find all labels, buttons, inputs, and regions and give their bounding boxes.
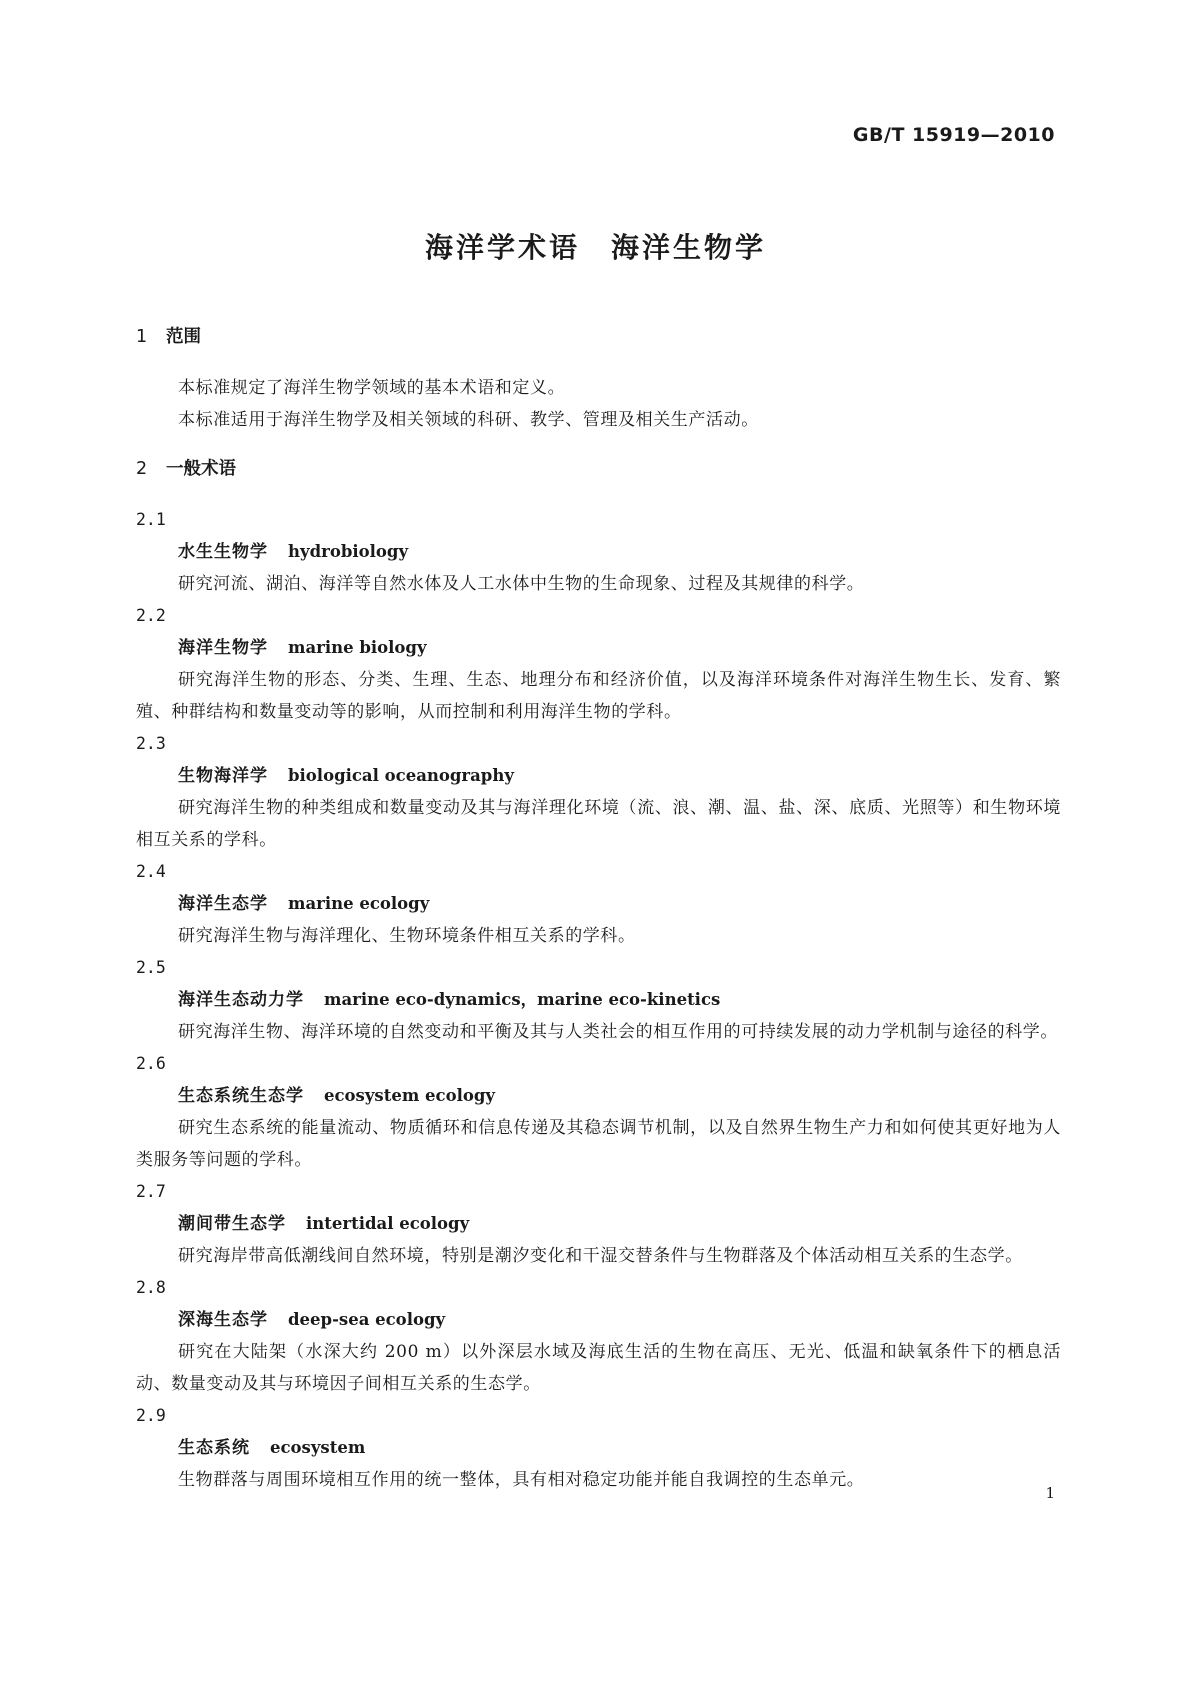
term-entry	[136, 856, 1061, 952]
section-number: 2	[136, 459, 148, 479]
term-heading	[178, 984, 1061, 1016]
term-definition: 研究海洋生物、海洋环境的自然变动和平衡及其与人类社会的相互作用的可持续发展的动力学机制与途径的科学。	[178, 1022, 1058, 1042]
term-english: marine ecology	[288, 894, 430, 913]
term-number: 2.3	[136, 734, 166, 753]
term-heading	[178, 1304, 1061, 1336]
term-chinese: 潮间带生态学	[178, 1214, 286, 1234]
term-definition: 研究海洋生物的种类组成和数量变动及其与海洋理化环境（流、浪、潮、温、盐、深、底质、光照等）和生物环境相互关系的学科。	[136, 798, 1061, 850]
term-number: 2.8	[136, 1278, 166, 1297]
term-definition: 研究海洋生物的形态、分类、生理、生态、地理分布和经济价值，以及海洋环境条件对海洋生物生长、发育、繁殖、种群结构和数量变动等的影响，从而控制和利用海洋生物的学科。	[136, 670, 1061, 722]
section-heading-general-terms	[136, 456, 1061, 482]
term-english: biological oceanography	[288, 766, 514, 785]
term-english: marine eco-dynamics，marine eco-kinetics	[324, 990, 721, 1009]
term-entry	[136, 1400, 1061, 1496]
term-chinese: 生物海洋学	[178, 766, 268, 786]
scope-paragraph: 本标准适用于海洋生物学及相关领域的科研、教学、管理及相关生产活动。	[178, 410, 759, 430]
term-heading	[178, 760, 1061, 792]
term-english: ecosystem ecology	[324, 1086, 495, 1105]
term-entry	[136, 600, 1061, 728]
section-heading-scope	[136, 324, 1061, 350]
term-definition: 研究海洋生物与海洋理化、生物环境条件相互关系的学科。	[178, 926, 636, 946]
standard-code: GB/T 15919—2010	[852, 124, 1055, 146]
term-definition: 研究生态系统的能量流动、物质循环和信息传递及其稳态调节机制，以及自然界生物生产力和如何使其更好地为人类服务等问题的学科。	[136, 1118, 1061, 1170]
term-definition: 研究在大陆架（水深大约 200 m）以外深层水域及海底生活的生物在高压、无光、低温和缺氧条件下的栖息活动、数量变动及其与环境因子间相互关系的生态学。	[136, 1342, 1061, 1394]
term-chinese: 生态系统生态学	[178, 1086, 304, 1106]
term-english: deep-sea ecology	[288, 1310, 446, 1329]
term-entry	[136, 952, 1061, 1048]
section-title: 范围	[166, 327, 201, 347]
term-number: 2.9	[136, 1406, 166, 1425]
term-heading	[178, 632, 1061, 664]
page-title: 海洋学术语 海洋生物学	[424, 231, 766, 264]
term-heading	[178, 1080, 1061, 1112]
term-definition: 研究海岸带高低潮线间自然环境，特别是潮汐变化和干湿交替条件与生物群落及个体活动相互关系的生态学。	[178, 1246, 1023, 1266]
term-entry	[136, 728, 1061, 856]
term-heading	[178, 888, 1061, 920]
term-chinese: 海洋生物学	[178, 638, 268, 658]
term-entry	[136, 504, 1061, 600]
section-title: 一般术语	[166, 459, 236, 479]
term-entry	[136, 1048, 1061, 1176]
document-body	[136, 324, 1061, 1496]
term-chinese: 海洋生态动力学	[178, 990, 304, 1010]
term-entry	[136, 1176, 1061, 1272]
term-heading	[178, 536, 1061, 568]
term-heading	[178, 1432, 1061, 1464]
scope-paragraph: 本标准规定了海洋生物学领域的基本术语和定义。	[178, 378, 566, 398]
term-chinese: 深海生态学	[178, 1310, 268, 1330]
term-chinese: 生态系统	[178, 1438, 250, 1458]
term-entry	[136, 1272, 1061, 1400]
term-number: 2.6	[136, 1054, 166, 1073]
term-definition: 研究河流、湖泊、海洋等自然水体及人工水体中生物的生命现象、过程及其规律的科学。	[178, 574, 865, 594]
term-number: 2.4	[136, 862, 166, 881]
scope-paragraphs	[136, 372, 1061, 436]
term-chinese: 水生生物学	[178, 542, 268, 562]
term-english: hydrobiology	[288, 542, 409, 561]
term-number: 2.7	[136, 1182, 166, 1201]
term-english: intertidal ecology	[306, 1214, 470, 1233]
term-english: ecosystem	[270, 1438, 366, 1457]
term-number: 2.5	[136, 958, 166, 977]
term-heading	[178, 1208, 1061, 1240]
term-definition: 生物群落与周围环境相互作用的统一整体，具有相对稳定功能并能自我调控的生态单元。	[178, 1470, 865, 1490]
term-list	[136, 504, 1061, 1496]
page-number: 1	[1045, 1484, 1055, 1502]
term-chinese: 海洋生态学	[178, 894, 268, 914]
term-number: 2.2	[136, 606, 166, 625]
section-number: 1	[136, 327, 148, 347]
term-english: marine biology	[288, 638, 427, 657]
term-number: 2.1	[136, 510, 166, 529]
